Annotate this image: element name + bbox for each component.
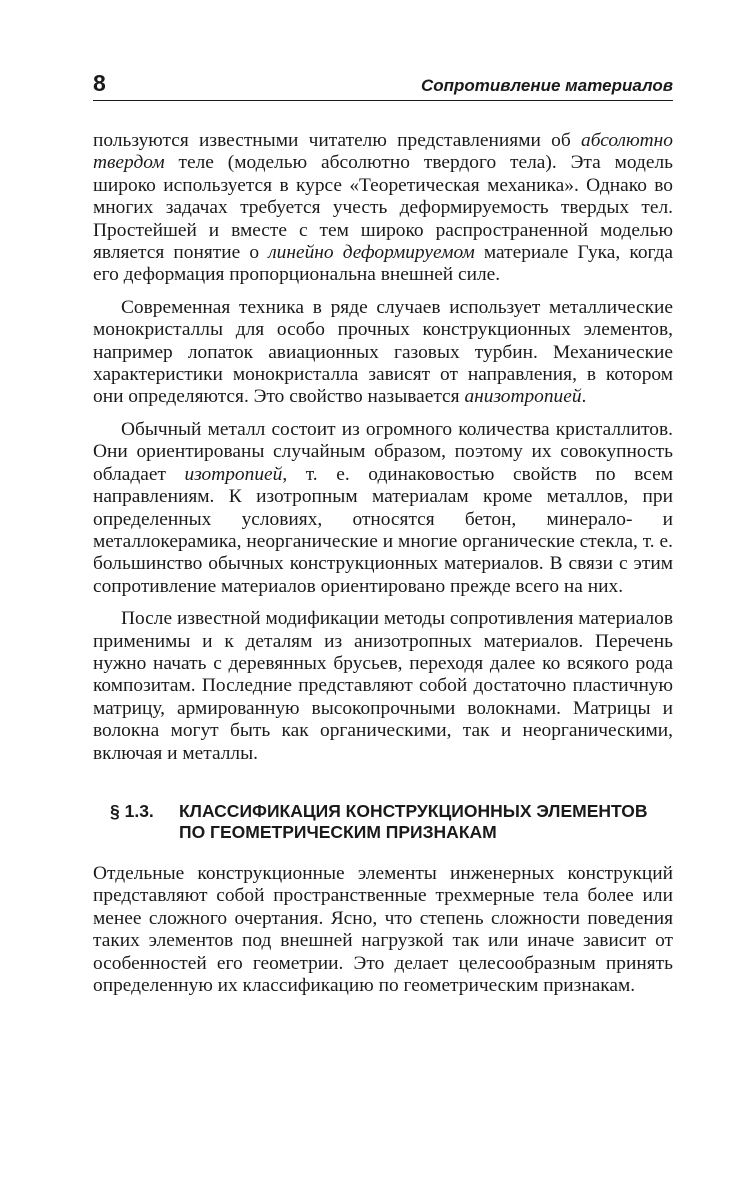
text-segment: Современная техника в ряде случаев использует металлические монокристаллы для особо прочных конструкционных элементов, например лопаток авиационных газовых турбин. Механические характеристики монокристалла зависят от направления, в котором они определяются. Это свойство называется: [93, 296, 673, 408]
paragraph-2: [93, 297, 673, 409]
text-segment: .: [581, 386, 587, 408]
italic-term: абсолютно твердом: [93, 130, 673, 174]
text-segment: Отдельные конструкционные элементы инженерных конструкций представляют собой пространственные трехмерные тела более или менее сложного очертания. Ясно, что степень сложности поведения таких элементов под внешней нагрузкой так или иначе зависит от особенностей его геометрии. Это делает целесообразным принять определенную их классификацию по геометрическим признакам.: [93, 862, 673, 996]
page-body: [93, 130, 673, 1007]
text-segment: , т. е. одинаковостью свойств по всем направлениям. К изотропным материалам кроме металлов, при определенных условиях, относятся бетон, минерало- и металлокерамика, неорганические и многие органические стекла, т. е. большинство обычных конструкционных материалов. В связи с этим сопротивление материалов ориентировано прежде всего на них.: [93, 463, 673, 597]
section-heading-line1: [93, 801, 673, 822]
text-segment: теле (моделью абсолютно твердого тела). Эта модель широко используется в курсе «Теоретическая механика». Однако во многих задачах требуется учесть деформируемость твердых тел. Простейшей и вместе с тем широко распространенной моделью является понятие о: [93, 152, 673, 264]
section-number: § 1.3.: [110, 800, 154, 821]
text-segment: материале Гука, когда его деформация пропорциональна внешней силе.: [93, 242, 673, 286]
section-title-line1: КЛАССИФИКАЦИЯ КОНСТРУКЦИОННЫХ ЭЛЕМЕНТОВ: [179, 800, 648, 821]
text-segment: После известной модификации методы сопротивления материалов применимы и к деталям из анизотропных материалов. Перечень нужно начать с деревянных брусьев, переходя далее ко всякого рода композитам. Последние представляют собой достаточно пластичную матрицу, армированную высокопрочными волокнами. Матрицы и волокна могут быть как органическими, так и неорганическими, включая и металлы.: [93, 608, 673, 764]
italic-term: изотропией: [184, 463, 283, 485]
section-paragraph: [93, 863, 673, 997]
text-segment: пользуются известными читателю представлениями об: [93, 130, 582, 151]
section-title-line2: ПО ГЕОМЕТРИЧЕСКИМ ПРИЗНАКАМ: [179, 821, 497, 842]
paragraph-1: [93, 130, 673, 287]
section-heading: [93, 801, 673, 843]
running-title: Сопротивление материалов: [420, 76, 673, 95]
text-segment: Обычный металл состоит из огромного количества кристаллитов. Они ориентированы случайным образом, поэтому их совокупность обладает: [93, 418, 673, 485]
italic-term: линейно деформируемом: [268, 242, 475, 264]
paragraph-4: [93, 608, 673, 765]
page-header: [93, 70, 673, 101]
page-number: 8: [93, 70, 106, 96]
paragraph-3: [93, 419, 673, 598]
italic-term: анизотропией: [464, 386, 582, 408]
